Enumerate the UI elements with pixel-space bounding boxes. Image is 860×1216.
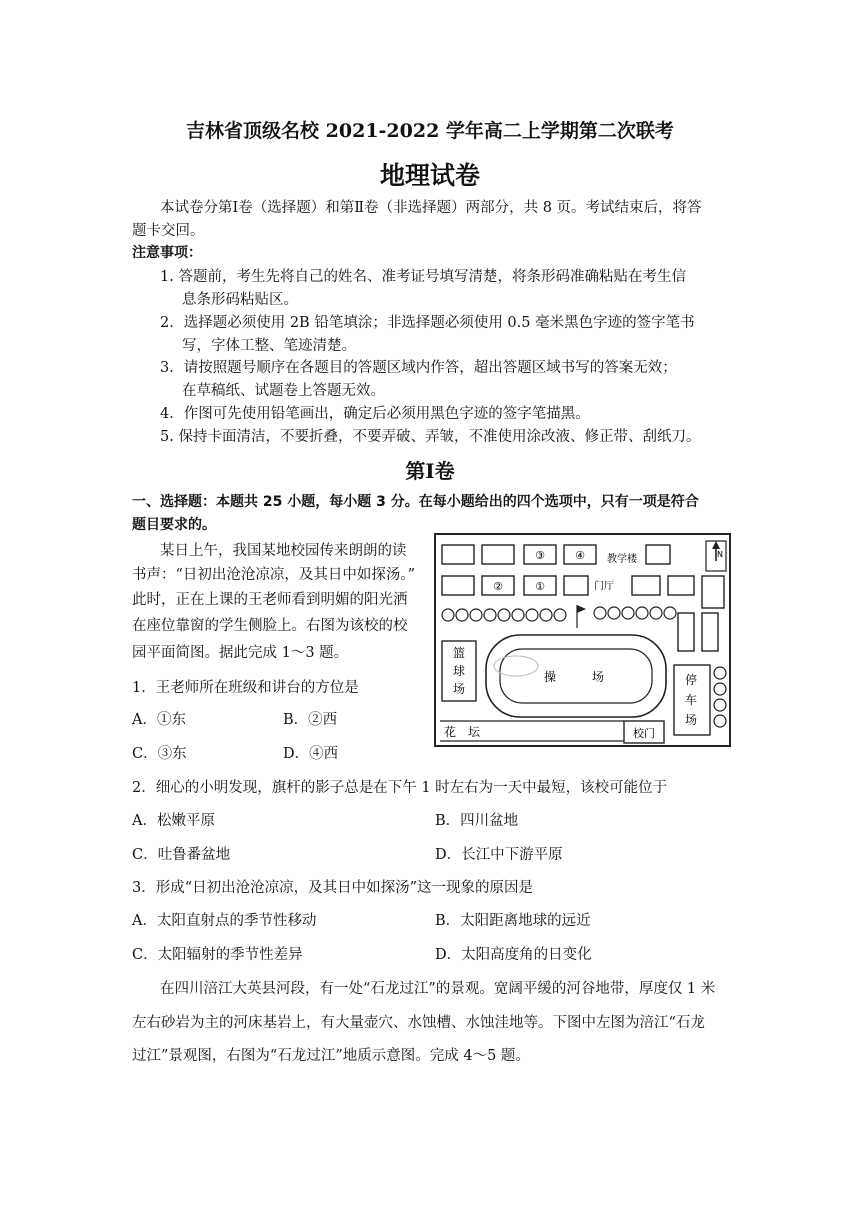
passage-line: 在四川涪江大英县河段，有一处“石龙过江”的景观。宽阔平缓的河谷地带，厚度仅 1 米 bbox=[160, 981, 716, 997]
gate-label: 校门 bbox=[633, 727, 655, 740]
notice-item: 5. 保持卡面清洁，不要折叠，不要弄破、弄皱，不准使用涂改液、修正带、刮纸刀。 bbox=[160, 429, 701, 445]
notice-item: 4．作图可先使用铅笔画出，确定后必须用黑色字迹的签字笔描黑。 bbox=[160, 406, 590, 422]
option: D．长江中下游平原 bbox=[435, 847, 563, 863]
question-stem: 2．细心的小明发现，旗杆的影子总是在下午 1 时左右为一天中最短，该校可能位于 bbox=[132, 780, 668, 796]
notice-heading: 注意事项： bbox=[132, 245, 202, 261]
notice-item: 写，字体工整、笔迹清楚。 bbox=[182, 338, 356, 354]
passage-line: 在座位靠窗的学生侧脸上。右图为该校的校 bbox=[132, 618, 408, 634]
option: B．四川盆地 bbox=[435, 813, 519, 829]
basketball-label: 篮 bbox=[452, 646, 466, 660]
option: D．④西 bbox=[283, 746, 339, 762]
option: C．吐鲁番盆地 bbox=[132, 847, 231, 863]
option: B．太阳距离地球的远近 bbox=[435, 913, 591, 929]
notice-item: 3．请按照题号顺序在各题目的答题区域内作答，超出答题区域书写的答案无效； bbox=[160, 360, 677, 376]
exam-title: 吉林省顶级名校 2021-2022 学年高二上学期第二次联考 bbox=[186, 120, 674, 142]
question-stem: 3．形成“日初出沧沧凉凉，及其日中如探汤”这一现象的原因是 bbox=[132, 880, 534, 896]
option: C．③东 bbox=[132, 746, 187, 762]
notice-item: 在草稿纸、试题卷上答题无效。 bbox=[182, 383, 385, 399]
room-label-4: ④ bbox=[575, 549, 585, 562]
option: B．②西 bbox=[283, 712, 338, 728]
option: A．太阳直射点的季节性移动 bbox=[132, 913, 317, 929]
svg-text:场: 场 bbox=[684, 713, 698, 727]
passage-line: 此时，正在上课的王老师看到明媚的阳光洒 bbox=[132, 592, 408, 608]
flowerbed-label: 花 坛 bbox=[444, 725, 481, 739]
passage-line: 左右砂岩为主的河床基岩上，有大量壶穴、水蚀槽、水蚀洼地等。下图中左图为涪江“石龙 bbox=[132, 1015, 705, 1031]
notice-item: 息条形码粘贴区。 bbox=[182, 292, 298, 308]
option: A．松嫩平原 bbox=[132, 813, 215, 829]
section-title: 第Ⅰ卷 bbox=[405, 459, 455, 483]
room-label-3: ③ bbox=[535, 549, 545, 562]
playground-label: 操 场 bbox=[543, 670, 605, 684]
intro-line-2: 题卡交回。 bbox=[132, 223, 205, 239]
passage-line: 园平面简图。据此完成 1～3 题。 bbox=[132, 645, 349, 661]
room-label-1: ① bbox=[535, 580, 545, 593]
notice-item: 2．选择题必须使用 2B 铅笔填涂；非选择题必须使用 0.5 毫米黑色字迹的签字笔书 bbox=[160, 315, 695, 331]
teaching-building-label: 教学楼 bbox=[607, 554, 637, 565]
section-instruction-2: 题目要求的。 bbox=[132, 517, 216, 533]
room-label-2: ② bbox=[493, 580, 503, 593]
passage-line: 书声：“日初出沧沧凉凉，及其日中如探汤。” bbox=[132, 567, 416, 583]
north-label: N bbox=[717, 550, 723, 559]
svg-text:车: 车 bbox=[684, 693, 698, 707]
intro-line-1: 本试卷分第Ⅰ卷（选择题）和第Ⅱ卷（非选择题）两部分，共 8 页。考试结束后，将答 bbox=[160, 200, 702, 216]
exam-subtitle: 地理试卷 bbox=[379, 161, 480, 190]
option: D．太阳高度角的日变化 bbox=[435, 947, 592, 963]
hall-label: 门厅 bbox=[594, 581, 614, 592]
passage-line: 过江”景观图，右图为“石龙过江”地质示意图。完成 4～5 题。 bbox=[132, 1048, 530, 1064]
notice-item: 1. 答题前，考生先将自己的姓名、准考证号填写清楚，将条形码准确粘贴在考生信 bbox=[160, 269, 686, 285]
section-instruction-1: 一、选择题：本题共 25 小题，每小题 3 分。在每小题给出的四个选项中，只有一项是符合 bbox=[132, 494, 699, 510]
passage-line: 某日上午，我国某地校园传来朗朗的读 bbox=[160, 543, 407, 559]
campus-map-figure bbox=[434, 533, 731, 747]
svg-text:场: 场 bbox=[452, 682, 466, 696]
option: A．①东 bbox=[132, 712, 186, 728]
svg-text:球: 球 bbox=[452, 664, 466, 678]
question-stem: 1．王老师所在班级和讲台的方位是 bbox=[132, 680, 359, 696]
parking-label: 停 bbox=[684, 673, 698, 687]
option: C．太阳辐射的季节性差异 bbox=[132, 947, 303, 963]
